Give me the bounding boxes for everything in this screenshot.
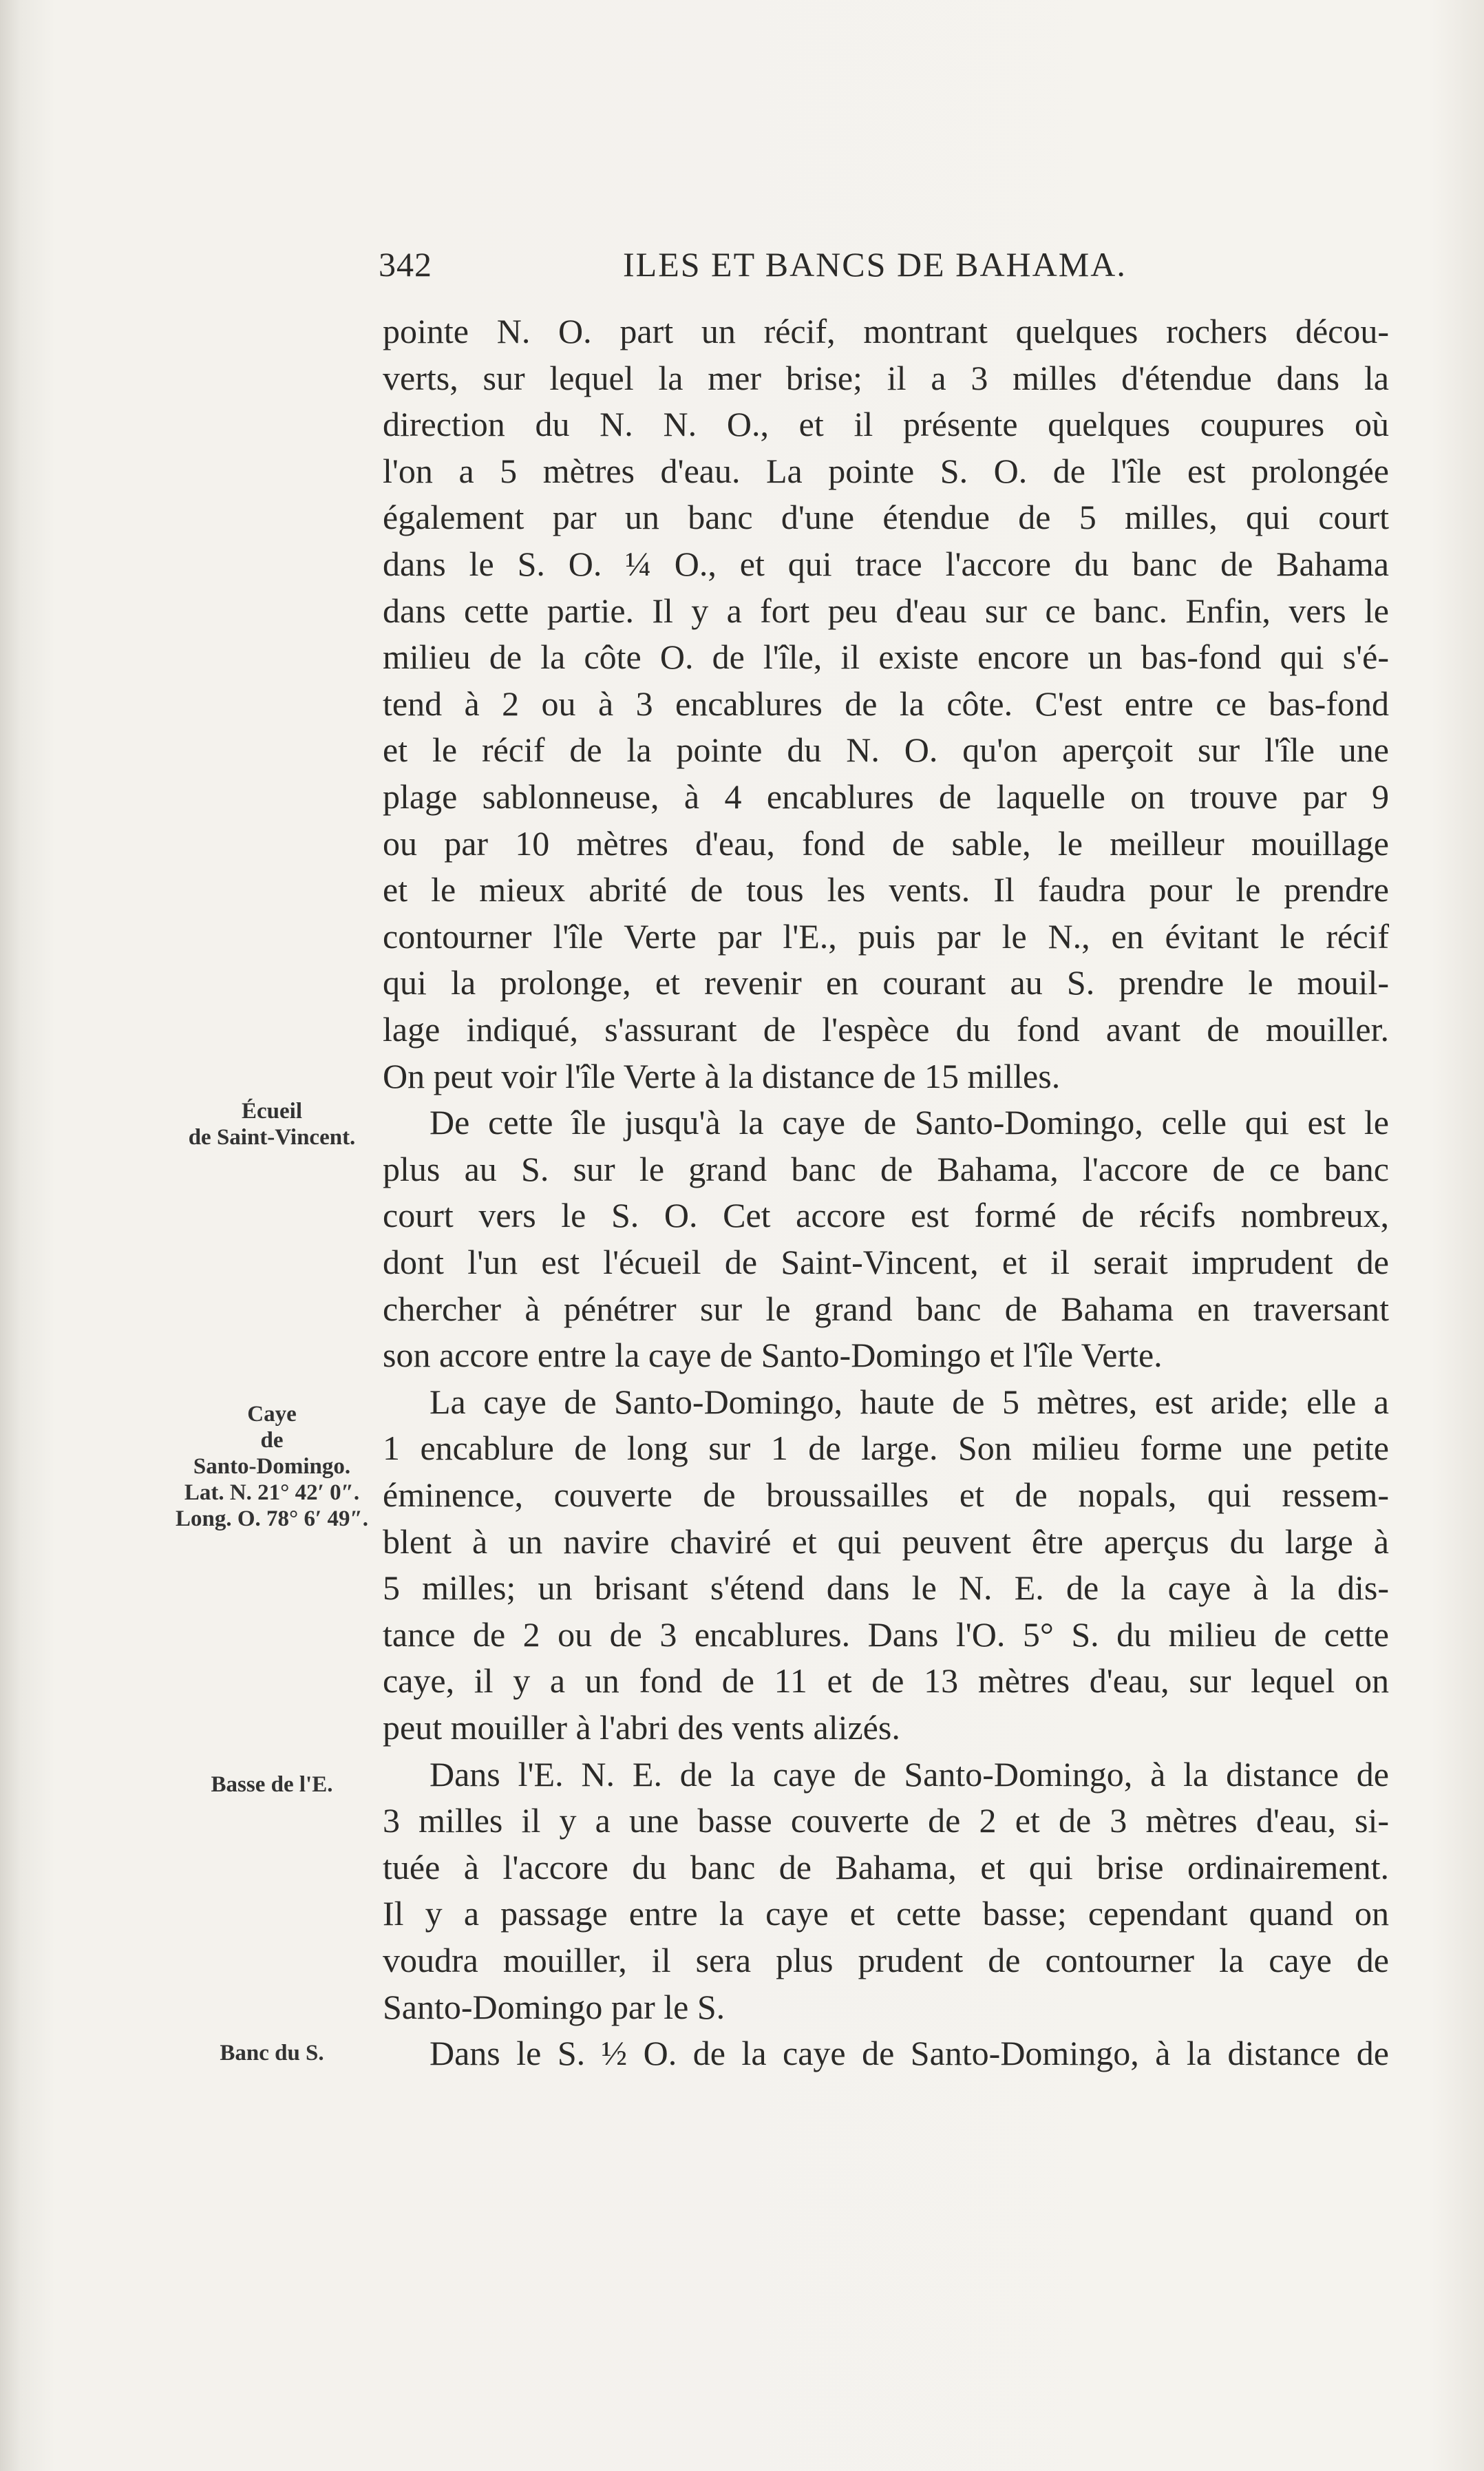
- text-line: et le mieux abrité de tous les vents. Il faudra pour le prendre: [383, 870, 1389, 909]
- running-header-title: ILES ET BANCS DE BAHAMA.: [623, 245, 1127, 284]
- margin-note-caye: [169, 1401, 375, 1532]
- text-line: 1 encablure de long sur 1 de large. Son milieu forme une petite: [383, 1429, 1389, 1468]
- text-line: dans le S. O. ¼ O., et qui trace l'accore du banc de Bahama: [383, 545, 1389, 583]
- text-line: plage sablonneuse, à 4 encablures de laquelle on trouve par 9: [383, 777, 1389, 816]
- text-line: contourner l'île Verte par l'E., puis par le N., en évitant le récif: [383, 916, 1389, 956]
- text-line: caye, il y a un fond de 11 et de 13 mètres d'eau, sur lequel on: [383, 1661, 1389, 1701]
- margin-note-line: Santo-Domingo.: [193, 1454, 351, 1479]
- text-line: milieu de la côte O. de l'île, il existe encore un bas-fond qui s'é-: [383, 638, 1389, 677]
- text-line: tuée à l'accore du banc de Bahama, et qui brise ordinairement.: [383, 1847, 1389, 1886]
- margin-note-basse: [169, 1771, 375, 1798]
- text-line: et le récif de la pointe du N. O. qu'on aperçoit sur l'île une: [383, 730, 1389, 770]
- text-line: peut mouiller à l'abri des vents alizés.: [383, 1708, 900, 1747]
- text-line: La caye de Santo-Domingo, haute de 5 mètres, est aride; elle a: [430, 1382, 1389, 1421]
- text-line: qui la prolonge, et revenir en courant au S. prendre le mouil-: [383, 963, 1389, 1002]
- margin-note-line: de: [260, 1428, 284, 1453]
- text-line: l'on a 5 mètres d'eau. La pointe S. O. de l'île est prolongée: [383, 451, 1389, 490]
- text-line: court vers le S. O. Cet accore est formé de récifs nombreux,: [383, 1196, 1389, 1235]
- margin-note-line: Basse de l'E.: [211, 1772, 333, 1797]
- text-line: blent à un navire chaviré et qui peuvent être aperçus du large à: [383, 1522, 1389, 1561]
- margin-note-line: Long. O. 78° 6′ 49″.: [176, 1506, 368, 1531]
- text-line: Santo-Domingo par le S.: [383, 1987, 725, 2026]
- margin-note-ecueil: [169, 1098, 375, 1150]
- text-line: direction du N. N. O., et il présente quelques coupures où: [383, 405, 1389, 444]
- text-line: éminence, couverte de broussailles et de nopals, qui ressem-: [383, 1475, 1389, 1514]
- text-line: son accore entre la caye de Santo-Domingo et l'île Verte.: [383, 1336, 1163, 1375]
- text-line: ou par 10 mètres d'eau, fond de sable, le meilleur mouillage: [383, 823, 1389, 863]
- text-line: également par un banc d'une étendue de 5 milles, qui court: [383, 498, 1389, 537]
- text-line: dans cette partie. Il y a fort peu d'eau sur ce banc. Enfin, vers le: [383, 591, 1389, 630]
- margin-note-line: de Saint-Vincent.: [188, 1125, 356, 1150]
- text-line: Il y a passage entre la caye et cette basse; cependant quand on: [383, 1894, 1389, 1933]
- text-line: lage indiqué, s'assurant de l'espèce du fond avant de mouiller.: [383, 1010, 1389, 1049]
- text-line: 3 milles il y a une basse couverte de 2 et de 3 mètres d'eau, si-: [383, 1801, 1389, 1840]
- text-line: 5 milles; un brisant s'étend dans le N. E. de la caye à la dis-: [383, 1568, 1389, 1608]
- text-line: De cette île jusqu'à la caye de Santo-Domingo, celle qui est le: [430, 1103, 1389, 1142]
- text-line: Dans le S. ½ O. de la caye de Santo-Domingo, à la distance de: [430, 2034, 1389, 2073]
- text-line: tance de 2 ou de 3 encablures. Dans l'O. 5° S. du milieu de cette: [383, 1615, 1389, 1654]
- text-line: plus au S. sur le grand banc de Bahama, l'accore de ce banc: [383, 1149, 1389, 1188]
- page-number: 342: [379, 245, 432, 284]
- margin-note-line: Banc du S.: [220, 2041, 324, 2065]
- margin-note-line: Caye: [247, 1402, 297, 1427]
- text-line: voudra mouiller, il sera plus prudent de contourner la caye de: [383, 1941, 1389, 1979]
- text-line: verts, sur lequel la mer brise; il a 3 milles d'étendue dans la: [383, 358, 1389, 397]
- text-line: tend à 2 ou à 3 encablures de la côte. C'est entre ce bas-fond: [383, 684, 1389, 723]
- text-line: pointe N. O. part un récif, montrant quelques rochers décou-: [383, 312, 1389, 350]
- text-line: On peut voir l'île Verte à la distance de 15 milles.: [383, 1056, 1061, 1095]
- margin-note-line: Écueil: [242, 1099, 302, 1124]
- margin-note-line: Lat. N. 21° 42′ 0″.: [184, 1480, 360, 1505]
- text-line: Dans l'E. N. E. de la caye de Santo-Domingo, à la distance de: [430, 1754, 1389, 1794]
- text-line: dont l'un est l'écueil de Saint-Vincent, et il serait imprudent de: [383, 1243, 1389, 1281]
- margin-note-banc: [169, 2040, 375, 2066]
- text-line: chercher à pénétrer sur le grand banc de Bahama en traversant: [383, 1289, 1389, 1328]
